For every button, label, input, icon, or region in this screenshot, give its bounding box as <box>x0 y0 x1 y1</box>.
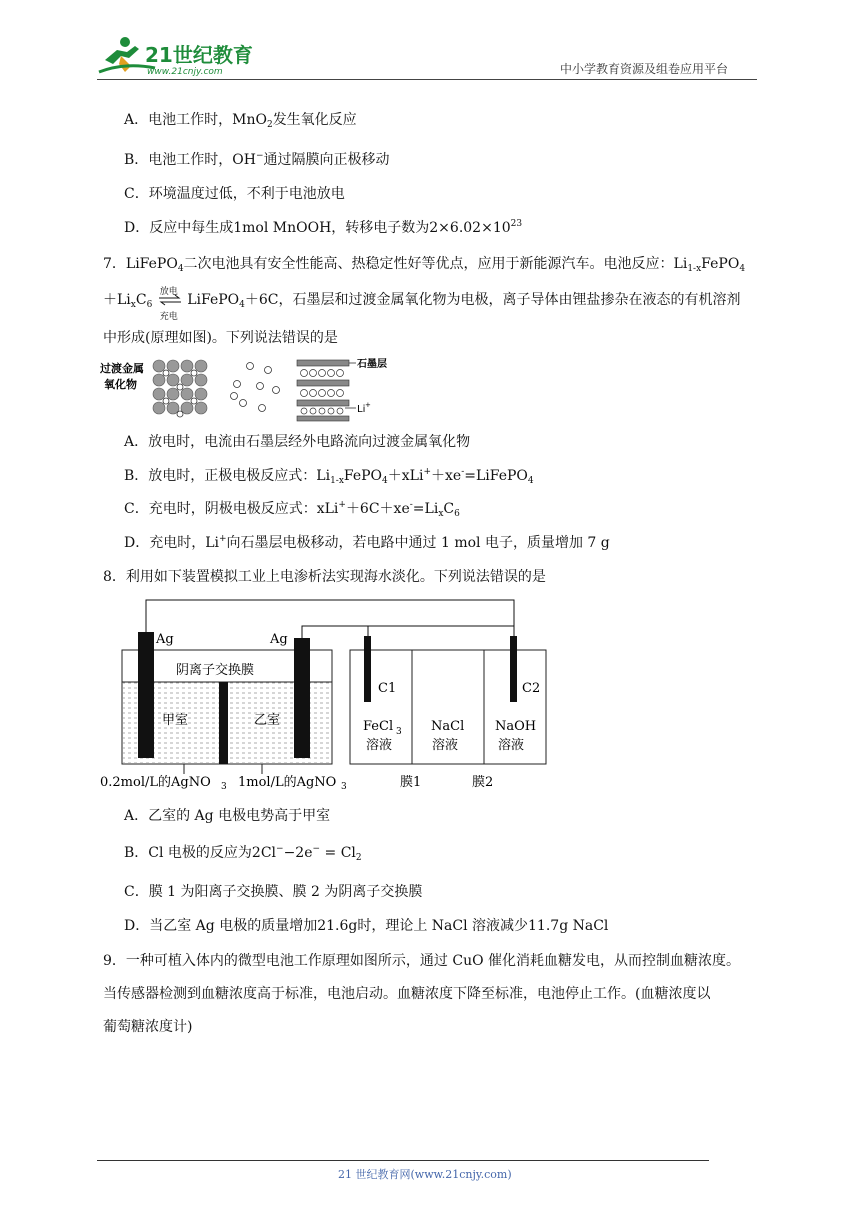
svg-text:C1: C1 <box>378 681 397 696</box>
svg-text:3: 3 <box>341 782 347 792</box>
svg-text:甲室: 甲室 <box>162 713 189 728</box>
footer-link[interactable]: 21 世纪教育网(www.21cnjy.com) <box>338 1168 512 1181</box>
svg-text:氧化物: 氧化物 <box>104 378 137 391</box>
q6-option-a: A．电池工作时，MnO$_2$发生氧化反应 <box>124 112 357 130</box>
q8-stem: 8．利用如下装置模拟工业上电渗析法实现海水淡化。下列说法错误的是 <box>103 569 546 585</box>
q9-stem-line3: 葡萄糖浓度计) <box>103 1019 193 1035</box>
svg-text:膜1: 膜1 <box>400 775 422 790</box>
q7-stem-line3: 中形成(原理如图)。下列说法错误的是 <box>103 330 338 346</box>
svg-text:Ag: Ag <box>156 632 174 647</box>
svg-text:溶液: 溶液 <box>498 738 525 753</box>
c2-electrode <box>510 636 517 702</box>
q6-option-d: D．反应中每生成1mol MnOOH，转移电子数为$2\times 6.02\times 10^{23}$ <box>124 219 523 236</box>
svg-text:NaCl: NaCl <box>431 719 465 734</box>
svg-text:溶液: 溶液 <box>432 738 459 753</box>
svg-text:NaOH: NaOH <box>495 719 537 734</box>
svg-text:Ag: Ag <box>270 632 288 647</box>
logo-url: www.21cnjy.com <box>147 67 223 77</box>
reversible-arrow: 放电 充电 <box>157 290 183 310</box>
q7-option-b: B．放电时，正极电极反应式：$Li_{1-x}FePO_4+xLi^++xe^-=LiFePO_4$ <box>124 467 534 486</box>
q7-option-c: C．充电时，阴极电极反应式：$xLi^++6C+xe^-=Li_xC_6$ <box>124 500 460 519</box>
svg-text:石墨层: 石墨层 <box>357 359 387 370</box>
q8-option-b: B．Cl 电极的反应为$2Cl^--2e^- = Cl_2$ <box>124 844 362 863</box>
q8-electrodialysis-figure <box>98 596 558 792</box>
q7-battery-figure <box>100 356 420 422</box>
header-divider <box>97 79 757 80</box>
svg-text:3: 3 <box>396 727 402 737</box>
q7-stem-line1: 7．LiFePO$_4$二次电池具有安全性能高、热稳定性好等优点，应用于新能源汽车。电池反应：$Li_{1-x}FePO_4$ <box>103 256 746 274</box>
svg-text:+: + <box>365 401 371 409</box>
q8-option-d: D．当乙室 Ag 电极的质量增加21.6g时，理论上 NaCl 溶液减少11.7g NaCl <box>124 918 609 934</box>
footer-divider <box>97 1160 709 1161</box>
ag-electrode-right <box>294 638 310 758</box>
svg-text:膜2: 膜2 <box>472 775 494 790</box>
svg-text:Li: Li <box>357 404 366 415</box>
svg-text:C2: C2 <box>522 681 541 696</box>
site-logo <box>95 32 265 80</box>
q9-stem-line1: 9．一种可植入体内的微型电池工作原理如图所示，通过 CuO 催化消耗血糖发电，从而控制血糖浓度。 <box>103 953 741 969</box>
svg-text:溶液: 溶液 <box>366 738 393 753</box>
q7-stem-line2: $+Li_xC_6$ 放电 充电 LiFePO$_4$＋6C，石墨层和过渡金属氧化物为电极，离子导体由锂盐掺杂在液态的有机溶剂 <box>103 287 741 322</box>
svg-text:FeCl: FeCl <box>363 719 394 734</box>
svg-text:过渡金属: 过渡金属 <box>100 362 144 375</box>
svg-text:3: 3 <box>221 782 227 792</box>
q8-option-a: A．乙室的 Ag 电极电势高于甲室 <box>124 808 331 824</box>
q6-option-b: B．电池工作时，OH−通过隔膜向正极移动 <box>124 151 390 168</box>
logo-text: 21世纪教育 <box>145 43 253 67</box>
q8-option-c: C．膜 1 为阳离子交换膜、膜 2 为阴离子交换膜 <box>124 884 423 900</box>
q9-stem-line2: 当传感器检测到血糖浓度高于标准，电池启动。血糖浓度下降至标准，电池停止工作。(血糖浓度以 <box>103 986 711 1002</box>
svg-text:1mol/L的AgNO: 1mol/L的AgNO <box>238 775 337 790</box>
svg-text:0.2mol/L的AgNO: 0.2mol/L的AgNO <box>100 775 211 790</box>
q7-option-a: A．放电时，电流由石墨层经外电路流向过渡金属氧化物 <box>124 434 471 450</box>
svg-text:阴离子交换膜: 阴离子交换膜 <box>176 663 255 678</box>
q7-option-d: D．充电时，Li+向石墨层电极移动，若电路中通过 1 mol 电子，质量增加 7 g <box>124 534 610 551</box>
q6-option-c: C．环境温度过低，不利于电池放电 <box>124 186 345 202</box>
c1-electrode <box>364 636 371 702</box>
platform-name: 中小学教育资源及组卷应用平台 <box>560 62 729 76</box>
ag-electrode-left <box>138 632 154 758</box>
circuit-wire <box>146 600 514 638</box>
svg-text:乙室: 乙室 <box>254 713 281 728</box>
